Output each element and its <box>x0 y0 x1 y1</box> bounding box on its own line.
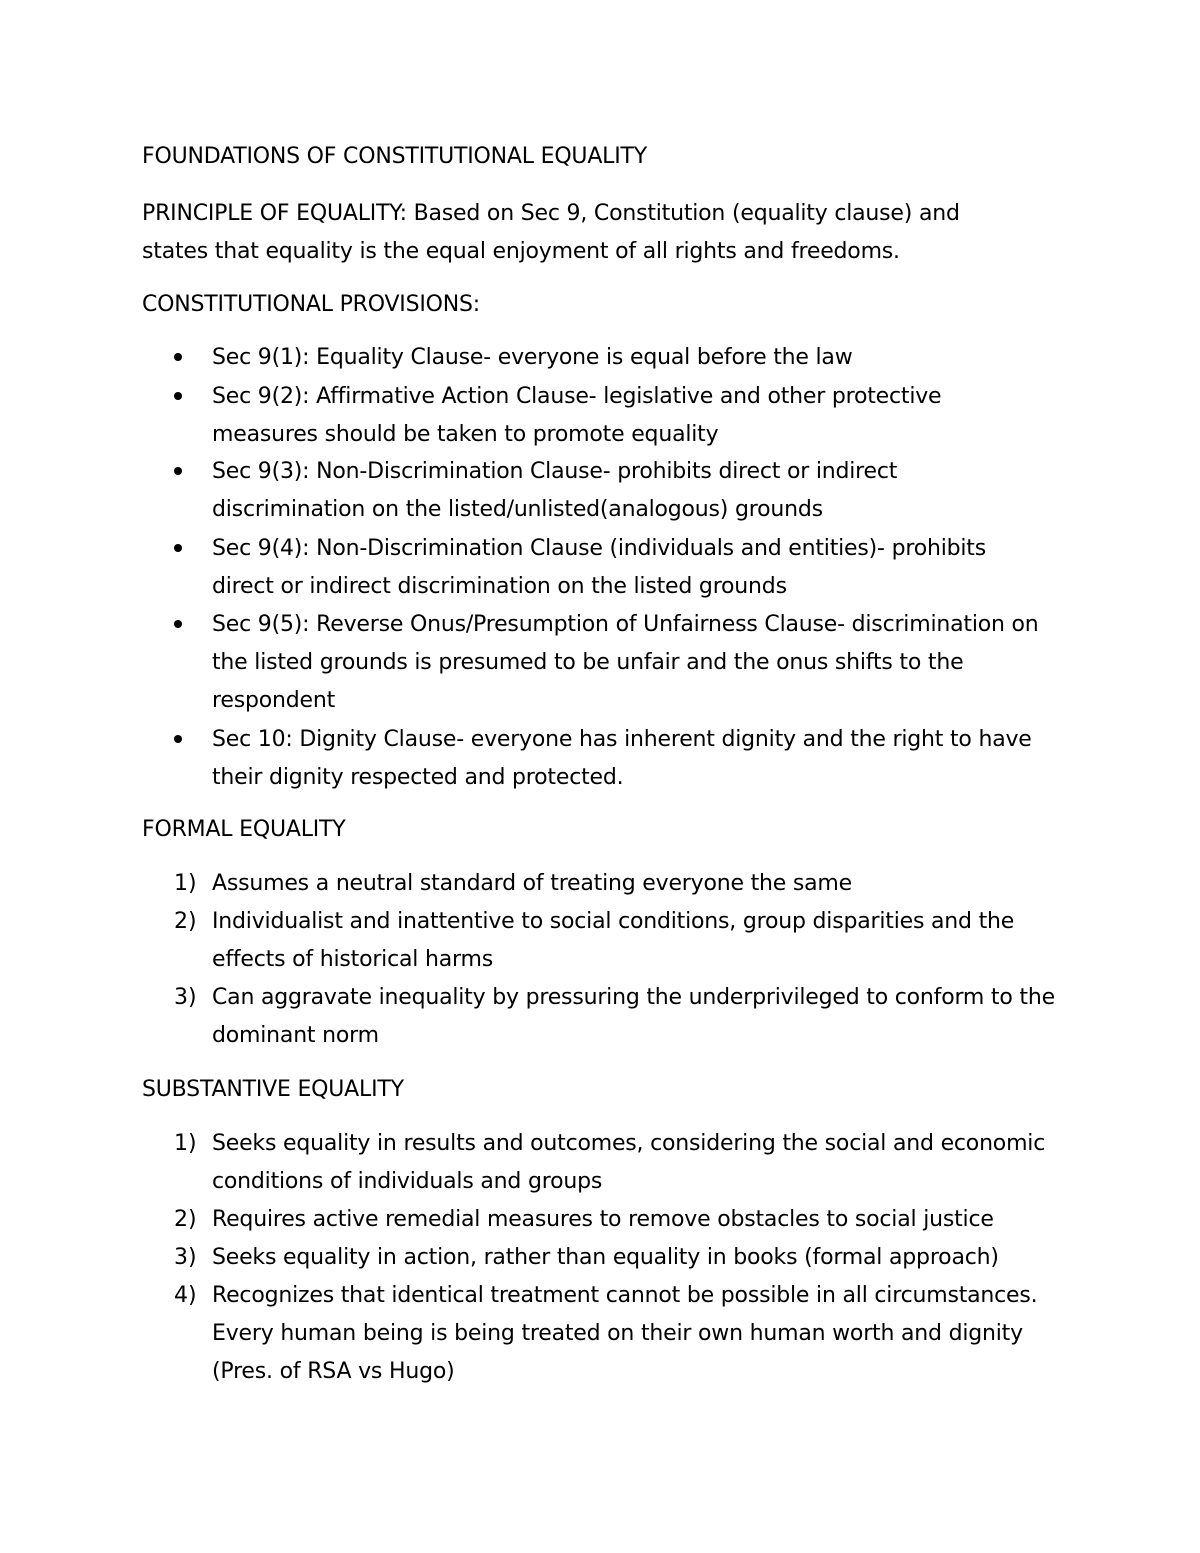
provision-item-4-line-1: Sec 9(4): Non-Discrimination Clause (individuals and entities)- prohibits <box>212 536 986 561</box>
formal-item-2-line-2: effects of historical harms <box>212 947 493 972</box>
provision-item-3-line-2: discrimination on the listed/unlisted(analogous) grounds <box>212 497 823 522</box>
bullet-icon <box>174 392 182 400</box>
provision-item-6-line-2: their dignity respected and protected. <box>212 765 624 790</box>
substantive-item-3-line-1: Seeks equality in action, rather than equality in books (formal approach) <box>212 1245 999 1270</box>
substantive-item-1-line-2: conditions of individuals and groups <box>212 1169 603 1194</box>
provision-item-6-line-1: Sec 10: Dignity Clause- everyone has inherent dignity and the right to have <box>212 727 1032 752</box>
bullet-icon <box>174 544 182 552</box>
provision-item-4-line-2: direct or indirect discrimination on the listed grounds <box>212 574 787 599</box>
substantive-item-4-line-1: Recognizes that identical treatment cannot be possible in all circumstances. <box>212 1283 1038 1308</box>
provision-item-5-line-1: Sec 9(5): Reverse Onus/Presumption of Unfairness Clause- discrimination on <box>212 612 1039 637</box>
list-number: 2) <box>174 1207 197 1232</box>
list-number: 1) <box>174 871 197 896</box>
document-page <box>142 0 1072 1553</box>
formal-equality-heading: FORMAL EQUALITY <box>142 817 346 842</box>
substantive-equality-heading: SUBSTANTIVE EQUALITY <box>142 1077 404 1102</box>
list-number: 3) <box>174 1245 197 1270</box>
provision-item-5-line-2: the listed grounds is presumed to be unfair and the onus shifts to the <box>212 650 964 675</box>
principle-line-2: states that equality is the equal enjoyment of all rights and freedoms. <box>142 239 900 264</box>
substantive-item-1-line-1: Seeks equality in results and outcomes, considering the social and economic <box>212 1131 1046 1156</box>
provision-item-3-line-1: Sec 9(3): Non-Discrimination Clause- prohibits direct or indirect <box>212 459 898 484</box>
document-title: FOUNDATIONS OF CONSTITUTIONAL EQUALITY <box>142 144 648 169</box>
list-number: 3) <box>174 985 197 1010</box>
formal-item-2-line-1: Individualist and inattentive to social conditions, group disparities and the <box>212 909 1015 934</box>
substantive-item-4-line-2: Every human being is being treated on their own human worth and dignity <box>212 1321 1023 1346</box>
list-number: 1) <box>174 1131 197 1156</box>
bullet-icon <box>174 735 182 743</box>
principle-line-1: PRINCIPLE OF EQUALITY: Based on Sec 9, Constitution (equality clause) and <box>142 201 960 226</box>
formal-item-1-line-1: Assumes a neutral standard of treating everyone the same <box>212 871 853 896</box>
formal-item-3-line-2: dominant norm <box>212 1023 379 1048</box>
provisions-heading: CONSTITUTIONAL PROVISIONS: <box>142 292 480 317</box>
substantive-item-4-line-3: (Pres. of RSA vs Hugo) <box>212 1359 455 1384</box>
substantive-item-2-line-1: Requires active remedial measures to remove obstacles to social justice <box>212 1207 994 1232</box>
formal-item-3-line-1: Can aggravate inequality by pressuring the underprivileged to conform to the <box>212 985 1055 1010</box>
bullet-icon <box>174 467 182 475</box>
provision-item-2-line-2: measures should be taken to promote equality <box>212 422 719 447</box>
provision-item-5-line-3: respondent <box>212 688 335 713</box>
list-number: 4) <box>174 1283 197 1308</box>
bullet-icon <box>174 620 182 628</box>
provision-item-1-line-1: Sec 9(1): Equality Clause- everyone is equal before the law <box>212 345 853 370</box>
bullet-icon <box>174 353 182 361</box>
provision-item-2-line-1: Sec 9(2): Affirmative Action Clause- legislative and other protective <box>212 384 942 409</box>
list-number: 2) <box>174 909 197 934</box>
